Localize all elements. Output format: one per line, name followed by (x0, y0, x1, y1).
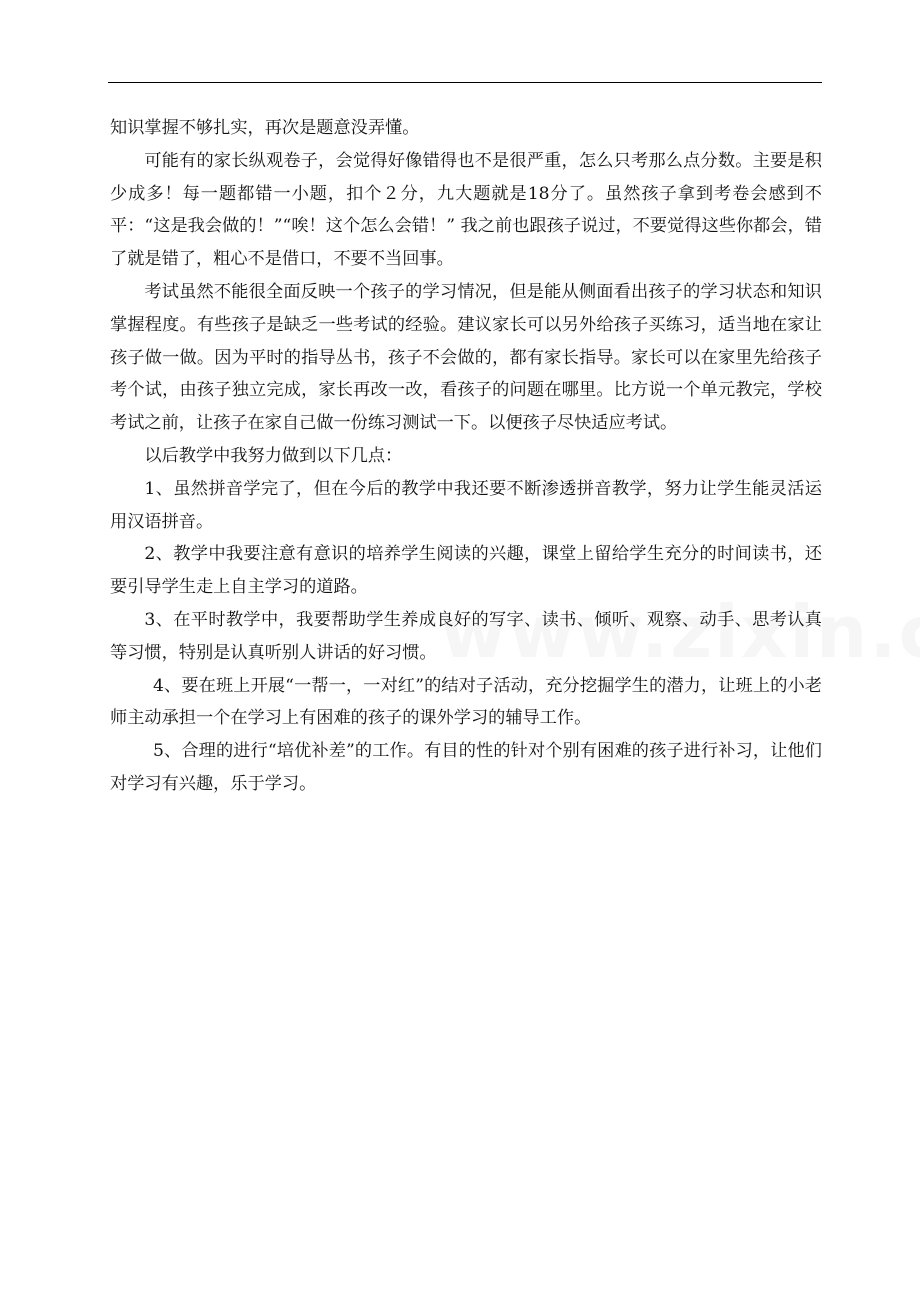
header-rule (108, 82, 822, 83)
document-body (110, 112, 822, 801)
list-item-habits: 3、在平时教学中，我要帮助学生养成良好的写字、读书、倾听、观察、动手、思考认真等习惯，特别是认真听别人讲话的好习惯。 (110, 609, 822, 663)
paragraph-plan-intro: 以后教学中我努力做到以下几点： (144, 445, 403, 466)
list-item-reading: 2、教学中我要注意有意识的培养学生阅读的兴趣，课堂上留给学生充分的时间读书，还要引导学生走上自主学习的道路。 (110, 544, 822, 598)
list-item-tutoring: 5、合理的进行“培优补差”的工作。有目的性的针对个别有困难的孩子进行补习，让他们对学习有兴趣，乐于学习。 (110, 741, 822, 794)
paragraph-parents-view: 可能有的家长纵观卷子，会觉得好像错得也不是很严重，怎么只考那么点分数。主要是积少成多！每一题都错一小题，扣个２分，九大题就是18分了。虽然孩子拿到考卷会感到不平：“这是我会做的！”“唉！这个怎么会错！” 我之前也跟孩子说过，不要觉得这些你都会，错了就是错了，粗心不是借口，不要不当回事。 (110, 150, 822, 270)
list-item-pinyin: 1、虽然拼音学完了，但在今后的教学中我还要不断渗透拼音教学，努力让学生能灵活运用汉语拼音。 (110, 478, 822, 532)
paragraph-exam-reflection: 考试虽然不能很全面反映一个孩子的学习情况，但是能从侧面看出孩子的学习状态和知识掌握程度。有些孩子是缺乏一些考试的经验。建议家长可以另外给孩子买练习，适当地在家让孩子做一做。因为平时的指导丛书，孩子不会做的，都有家长指导。家长可以在家里先给孩子考个试，由孩子独立完成，家长再改一改，看孩子的问题在哪里。比方说一个单元教完，学校考试之前，让孩子在家自己做一份练习测试一下。以便孩子尽快适应考试。 (110, 281, 822, 434)
list-item-pairing: 4、要在班上开展“一帮一，一对红”的结对子活动，充分挖掘学生的潜力，让班上的小老师主动承担一个在学习上有困难的孩子的课外学习的辅导工作。 (110, 675, 822, 729)
paragraph-continuation: 知识掌握不够扎实，再次是题意没弄懂。 (110, 118, 420, 138)
